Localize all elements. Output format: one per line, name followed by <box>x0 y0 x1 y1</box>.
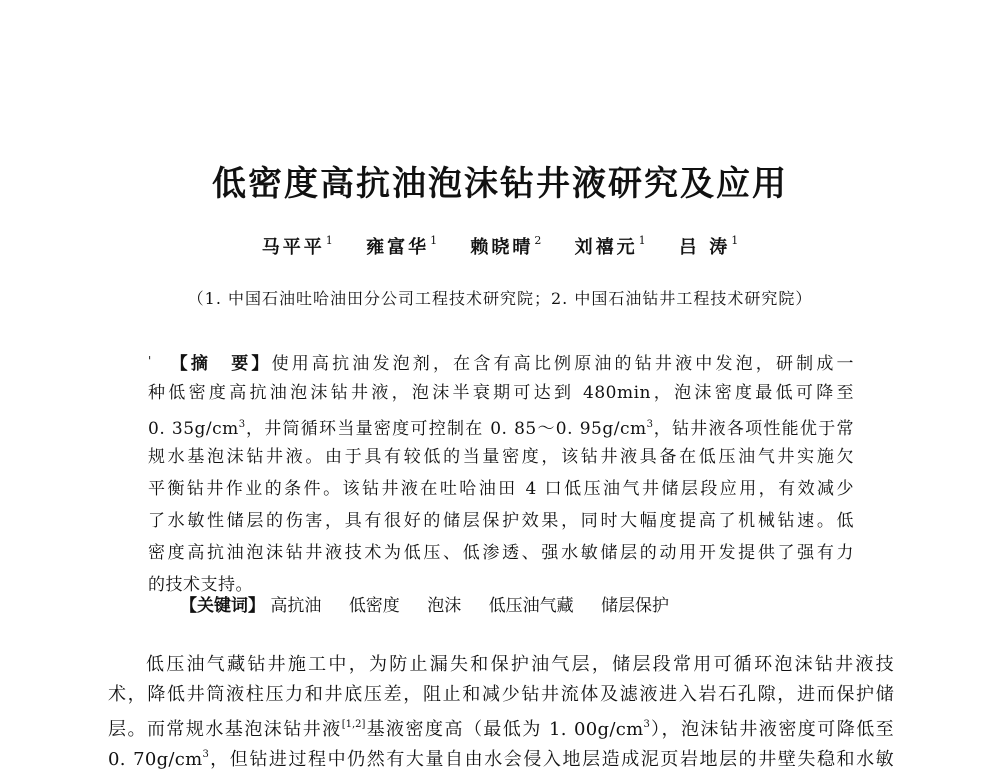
body-paragraph <box>108 650 894 770</box>
author-affil-mark: 1 <box>638 234 646 247</box>
keywords-label: 【关键词】 <box>180 596 265 616</box>
keyword: 低密度 <box>348 596 400 616</box>
paper-title: 低密度高抗油泡沫钻井液研究及应用 <box>212 164 788 204</box>
abstract-line: 的技术支持。 <box>148 575 253 595</box>
author-affil-mark: 1 <box>325 234 333 247</box>
abstract-line: 平衡钻井作业的条件。该钻井液在吐哈油田 4 口低压油气井储层段应用，有效减少 <box>148 479 854 499</box>
author-affil-mark: 2 <box>534 234 542 247</box>
author-list <box>0 233 1000 259</box>
abstract-line: 规水基泡沫钻井液。由于具有较低的当量密度，该钻井液具备在低压油气井实施欠 <box>148 447 854 467</box>
abstract-line: 0. $35g/cm^3$，井筒循环当量密度可控制在 0. 85～0. $95g/cm^3$，钻井液各项性能优于常 <box>148 419 855 439</box>
keywords <box>180 590 691 622</box>
stray-mark: ' <box>148 354 152 368</box>
author-4 <box>575 233 646 259</box>
abstract-label: 【摘 要】 <box>168 354 272 374</box>
keyword: 泡沫 <box>427 596 462 616</box>
abstract-line: 种低密度高抗油泡沫钻井液，泡沫半衰期可达到 480min，泡沫密度最低可降至 <box>148 383 854 403</box>
author-2 <box>366 233 437 259</box>
author-name: 马平平 <box>261 237 325 258</box>
body-line: 低压油气藏钻井施工中，为防止漏失和保护油气层，储层段常用可循环泡沫钻井液技 <box>146 654 894 675</box>
abstract-line: 了水敏性储层的伤害，具有很好的储层保护效果，同时大幅度提高了机械钻速。低 <box>148 511 854 531</box>
abstract <box>148 345 854 601</box>
author-affil-mark: 1 <box>430 234 438 247</box>
author-3 <box>470 233 541 259</box>
author-name: 吕 涛 <box>678 237 731 258</box>
body-line: 0. $70g/cm^3$，但钻进过程中仍然有大量自由水会侵入地层造成泥页岩地层的井壁失稳和水敏 <box>108 749 894 770</box>
author-1 <box>262 233 333 259</box>
abstract-line: ' 【摘 要】使用高抗油发泡剂，在含有高比例原油的钻井液中发泡，研制成一 <box>148 345 854 377</box>
author-5 <box>679 233 738 259</box>
author-name: 雍富华 <box>366 237 430 258</box>
abstract-line: 密度高抗油泡沫钻井液技术为低压、低渗透、强水敏储层的动用开发提供了强有力 <box>148 543 854 563</box>
keyword: 储层保护 <box>601 596 670 616</box>
author-name: 赖晓晴 <box>470 237 534 258</box>
keyword: 高抗油 <box>270 596 322 616</box>
citation: [1,2] <box>341 719 366 730</box>
body-line: 层。而常规水基泡沫钻井液[1,2]基液密度高（最低为 1. $00g/cm^3$），泡沫钻井液密度可降低至 <box>108 719 894 740</box>
author-name: 刘禧元 <box>574 237 638 258</box>
keyword: 低压油气藏 <box>488 596 574 616</box>
affiliation: （1. 中国石油吐哈油田分公司工程技术研究院；2. 中国石油钻井工程技术研究院） <box>187 289 813 308</box>
body-line: 术，降低井筒液柱压力和井底压差，阻止和减少钻井流体及滤液进入岩石孔隙，进而保护储 <box>108 684 894 705</box>
author-affil-mark: 1 <box>731 234 739 247</box>
